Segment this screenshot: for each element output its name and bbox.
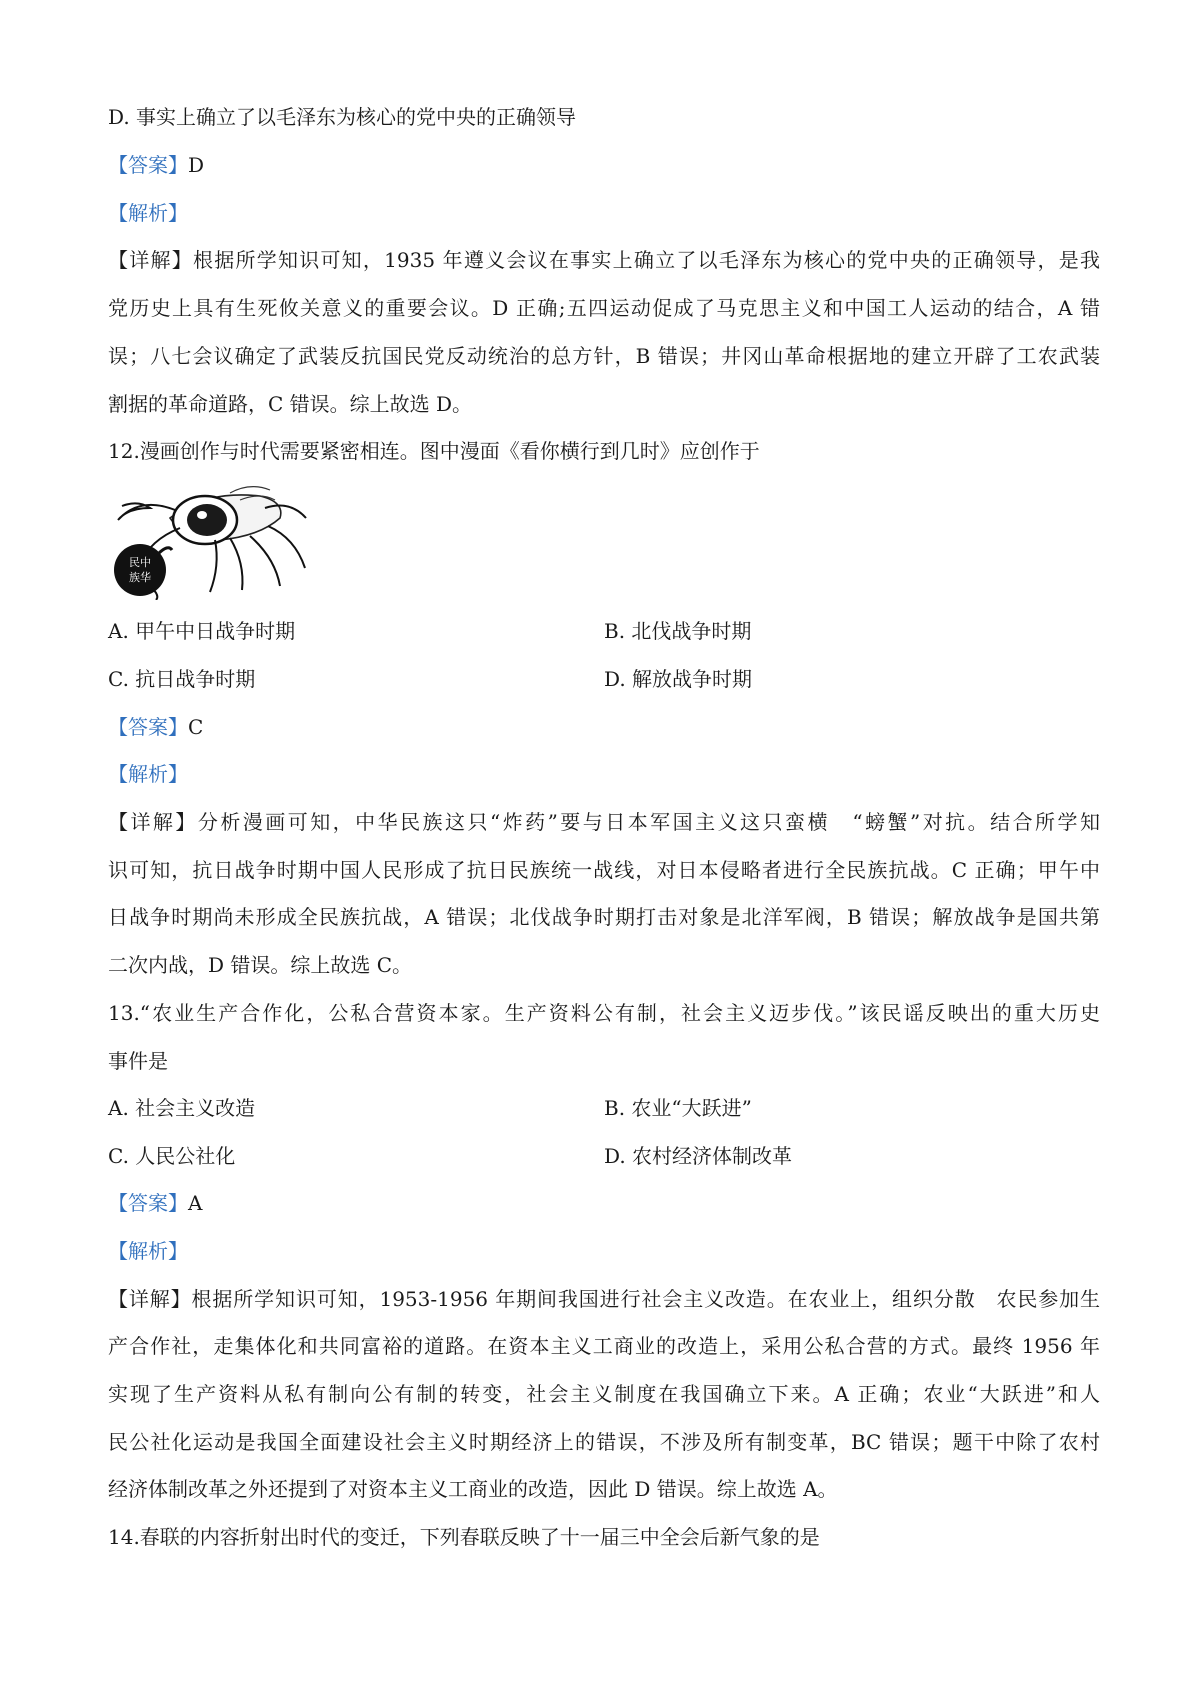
- q13-detail-line: 【详解】根据所学知识可知，1953-1956 年期间我国进行社会主义改造。在农业上，组织分散 农民参加生: [108, 1287, 1100, 1311]
- q11-detail-line: 【详解】根据所学知识可知，1935 年遵义会议在事实上确立了以毛泽东为核心的党中央的正确领导，是我: [108, 248, 1100, 272]
- q13-option-b: B. 农业“大跃进”: [604, 1096, 752, 1120]
- q12-stem: 12.漫画创作与时代需要紧密相连。图中漫面《看你横行到几时》应创作于: [108, 439, 760, 463]
- crab-bomb-cartoon: [110, 478, 312, 600]
- answer-value: C: [188, 715, 204, 739]
- analysis-label: 【解析】: [108, 1239, 188, 1263]
- q13-stem-line: 13.“农业生产合作化，公私合营资本家。生产资料公有制，社会主义迈步伐。”该民谣反映出的重大历史: [108, 1001, 1100, 1025]
- bomb-label-bottom: 族华: [129, 571, 151, 584]
- answer-label: 【答案】: [108, 715, 188, 739]
- q13-option-c: C. 人民公社化: [108, 1144, 236, 1168]
- q11-option-d: D. 事实上确立了以毛泽东为核心的党中央的正确领导: [108, 105, 577, 129]
- q14-stem: 14.春联的内容折射出时代的变迁，下列春联反映了十一届三中全会后新气象的是: [108, 1525, 820, 1549]
- answer-label: 【答案】: [108, 153, 188, 177]
- q13-option-d: D. 农村经济体制改革: [604, 1144, 793, 1168]
- q13-detail-line: 民公社化运动是我国全面建设社会主义时期经济上的错误，不涉及所有制变革，BC 错误；题干中除了农村: [108, 1430, 1100, 1454]
- q11-analysis-label: [108, 199, 1100, 227]
- q12-detail-line: 日战争时期尚未形成全民族抗战，A 错误；北伐战争时期打击对象是北洋军阀，B 错误；解放战争是国共第: [108, 905, 1100, 929]
- q13-option-a: A. 社会主义改造: [108, 1096, 256, 1120]
- q11-detail-line: 党历史上具有生死攸关意义的重要会议。D 正确;五四运动促成了马克思主义和中国工人运动的结合，A 错: [108, 296, 1100, 320]
- q12-option-d: D. 解放战争时期: [604, 667, 753, 691]
- q12-answer: [108, 713, 1100, 741]
- q12-detail-line: 【详解】分析漫画可知，中华民族这只“炸药”要与日本军国主义这只蛮横 “螃蟹”对抗。结合所学知: [108, 810, 1100, 834]
- q11-detail-line: 割据的革命道路，C 错误。综上故选 D。: [108, 392, 473, 416]
- q13-answer: [108, 1189, 1100, 1217]
- q11-detail-line: 误；八七会议确定了武装反抗国民党反动统治的总方针，B 错误；井冈山革命根据地的建立开辟了工农武装: [108, 344, 1100, 368]
- q13-detail-line: 实现了生产资料从私有制向公有制的转变，社会主义制度在我国确立下来。A 正确；农业“大跃进”和人: [108, 1382, 1100, 1406]
- q12-detail-line: 二次内战，D 错误。综上故选 C。: [108, 953, 413, 977]
- answer-label: 【答案】: [108, 1191, 188, 1215]
- answer-value: D: [188, 153, 205, 177]
- q12-option-c: C. 抗日战争时期: [108, 667, 256, 691]
- bomb-label-top: 民中: [129, 556, 151, 569]
- q12-option-a: A. 甲午中日战争时期: [108, 619, 296, 643]
- analysis-label: 【解析】: [108, 201, 188, 225]
- answer-value: A: [188, 1191, 203, 1215]
- analysis-label: 【解析】: [108, 762, 188, 786]
- q12-analysis-label: [108, 760, 1100, 788]
- q12-detail-line: 识可知，抗日战争时期中国人民形成了抗日民族统一战线，对日本侵略者进行全民族抗战。C 正确；甲午中: [108, 858, 1100, 882]
- q13-detail-line: 产合作社，走集体化和共同富裕的道路。在资本主义工商业的改造上，采用公私合营的方式。最终 1956 年: [108, 1334, 1100, 1358]
- q13-analysis-label: [108, 1237, 1100, 1265]
- q13-detail-line: 经济体制改革之外还提到了对资本主义工商业的改造，因此 D 错误。综上故选 A。: [108, 1477, 838, 1501]
- q11-answer: [108, 151, 1100, 179]
- q12-option-b: B. 北伐战争时期: [604, 619, 752, 643]
- q13-stem-line: 事件是: [108, 1049, 168, 1073]
